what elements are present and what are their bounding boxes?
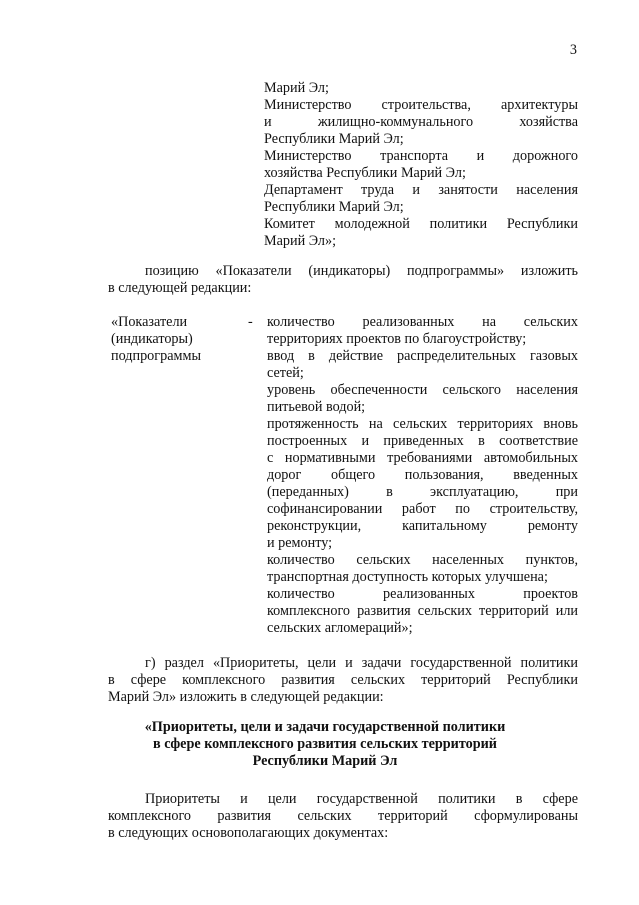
indicator-line: протяженность на сельских территориях вновь — [267, 416, 578, 432]
intro-line: в следующей редакции: — [108, 280, 252, 296]
indicator-line: реконструкции, капитальному ремонту — [267, 518, 578, 534]
indicator-label-line: подпрограммы — [111, 348, 201, 364]
indicator-line: комплексного развития сельских территорий или — [267, 603, 578, 619]
heading-line: Республики Марий Эл — [252, 753, 398, 769]
indicator-line: и ремонту; — [267, 535, 333, 551]
indicator-line: дорог общего пользования, введенных — [267, 467, 578, 483]
indicator-line: транспортная доступность которых улучшена; — [267, 569, 548, 585]
intro-line: позицию «Показатели (индикаторы) подпрограммы» изложить — [145, 263, 578, 279]
ministry-line: Республики Марий Эл; — [264, 131, 404, 147]
indicator-line: с нормативными требованиями автомобильных — [267, 450, 578, 466]
ministry-line: Республики Марий Эл; — [264, 199, 404, 215]
heading-line: «Приоритеты, цели и задачи государственной политики — [144, 719, 506, 735]
indicator-line: (переданных) в эксплуатацию, при — [267, 484, 578, 500]
indicator-line: софинансировании работ по строительству, — [267, 501, 578, 517]
table-dash: - — [248, 314, 253, 330]
indicator-line: территориях проектов по благоустройству; — [267, 331, 527, 347]
indicator-line: ввод в действие распределительных газовых — [267, 348, 578, 364]
indicator-line: сельских агломераций»; — [267, 620, 413, 636]
indicator-line: количество реализованных проектов — [267, 586, 578, 602]
final-line: Приоритеты и цели государственной политики в сфере — [145, 791, 578, 807]
indicator-line: уровень обеспеченности сельского населения — [267, 382, 578, 398]
ministry-line: Министерство транспорта и дорожного — [264, 148, 578, 164]
indicator-line: питьевой водой; — [267, 399, 366, 415]
indicator-line: сетей; — [267, 365, 304, 381]
ministry-line: Министерство строительства, архитектуры — [264, 97, 578, 113]
ministry-line: хозяйства Республики Марий Эл; — [264, 165, 466, 181]
indicator-line: построенных и приведенных в соответствие — [267, 433, 578, 449]
ministry-line: Комитет молодежной политики Республики — [264, 216, 578, 232]
ministry-line: Департамент труда и занятости населения — [264, 182, 578, 198]
indicator-line: количество сельских населенных пунктов, — [267, 552, 578, 568]
heading-line: в сфере комплексного развития сельских территорий — [153, 736, 497, 752]
indicator-label-line: (индикаторы) — [111, 331, 193, 347]
section-line: Марий Эл» изложить в следующей редакции: — [108, 689, 384, 705]
ministry-line: Марий Эл; — [264, 80, 329, 96]
indicator-label-line: «Показатели — [111, 314, 188, 330]
section-line: г) раздел «Приоритеты, цели и задачи государственной политики — [145, 655, 578, 671]
final-line: комплексного развития сельских территорий сформулированы — [108, 808, 578, 824]
final-line: в следующих основополагающих документах: — [108, 825, 389, 841]
page-number: 3 — [569, 42, 577, 58]
ministry-line: и жилищно-коммунального хозяйства — [264, 114, 578, 130]
ministry-line: Марий Эл»; — [264, 233, 337, 249]
indicator-line: количество реализованных на сельских — [267, 314, 578, 330]
section-line: в сфере комплексного развития сельских территорий Республики — [108, 672, 578, 688]
